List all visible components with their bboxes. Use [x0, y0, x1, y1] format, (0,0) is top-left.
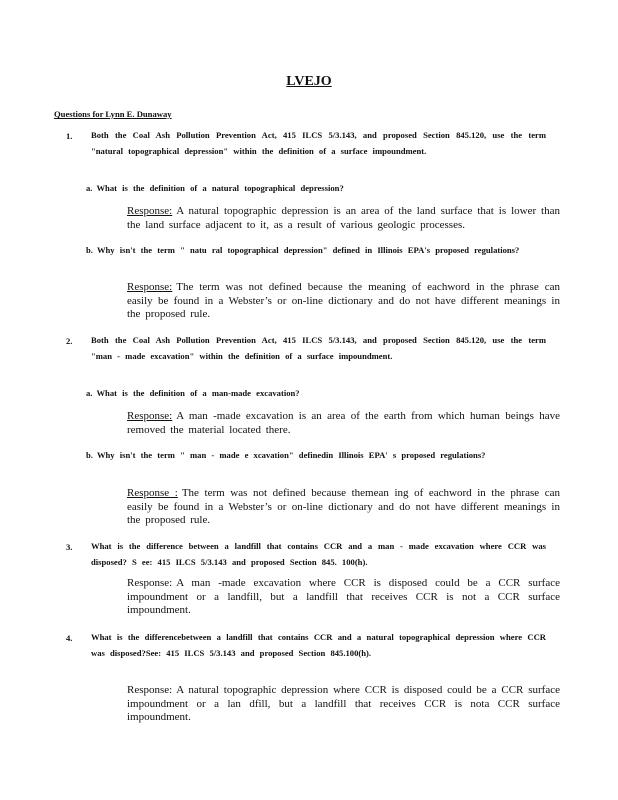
question-1a-text: What is the definition of a natural topographical depression? [96, 183, 344, 193]
response-3-label: Response: [127, 577, 173, 589]
questions-header: Questions for Lynn E. Dunaway [54, 109, 172, 119]
response-1a-text: A natural topographic depression is an area of the land surface that is lower than the land surface adjacent to it, as a result of various geologic processes. [127, 205, 560, 231]
response-2a-text: A man -made excavation is an area of the earth from which human beings have removed the material located there. [127, 410, 560, 436]
question-2a [86, 385, 541, 401]
response-2b-label: Response : [127, 487, 178, 499]
question-1a-label: a. [86, 183, 93, 193]
question-1b [86, 242, 541, 258]
response-2a [127, 410, 560, 437]
question-2a-text: What is the definition of a man-made excavation? [96, 388, 300, 398]
response-1b-label: Response: [127, 281, 173, 293]
question-2-text: Both the Coal Ash Pollution Prevention Act, 415 ILCS 5/3.143, and proposed Section 845.120, use the term "man - made excavation" within the definition of a surface impoundment. [91, 335, 546, 361]
document-title: LVEJO [286, 74, 332, 89]
response-4-label: Response: [127, 684, 173, 696]
response-1b-text: The term was not defined because the meaning of eachword in the phrase can easily be found in a Webster’s or on-line dictionary and do not have different meanings in the proposed rule. [127, 281, 560, 320]
response-4-text: A natural topographic depression where CCR is disposed could be a CCR surface impoundment or a lan dfill, but a landfill that receives CCR is nota CCR surface impoundment. [127, 684, 560, 723]
question-3-number: 3. [66, 542, 73, 552]
question-3-text: What is the difference between a landfill that contains CCR and a man - made excavation where CCR was disposed? S ee: 415 ILCS 5/3.143 and proposed Section 845. 100(h). [91, 541, 546, 567]
question-1b-text: Why isn't the term " natu ral topographical depression" defined in Illinois EPA's proposed regulations? [96, 245, 520, 255]
question-2-number: 2. [66, 336, 73, 346]
question-4-number: 4. [66, 633, 73, 643]
question-4-text: What is the differencebetween a landfill that contains CCR and a natural topographical depression where CCR was disposed?See: 415 ILCS 5/3.143 and proposed Section 845.100(h). [91, 632, 546, 658]
question-1a [86, 180, 541, 196]
response-2b-text: The term was not defined because themean ing of eachword in the phrase can easily be found in a Webster’s or on-line dictionary and do not have different meanings in the proposed rule. [127, 487, 560, 526]
question-2a-label: a. [86, 388, 93, 398]
question-2b-text: Why isn't the term " man - made e xcavation" definedin Illinois EPA' s proposed regulations? [96, 450, 486, 460]
question-1-text: Both the Coal Ash Pollution Prevention Act, 415 ILCS 5/3.143, and proposed Section 845.120, use the term "natural topographical depression" within the definition of a surface impoundment. [91, 130, 546, 156]
question-1-number: 1. [66, 131, 73, 141]
question-2b-label: b. [86, 450, 93, 460]
response-2b [127, 487, 560, 528]
question-1b-label: b. [86, 245, 93, 255]
response-4 [127, 684, 560, 725]
response-3 [127, 577, 560, 618]
response-1a [127, 205, 560, 232]
question-2b [86, 447, 541, 463]
response-2a-label: Response: [127, 410, 173, 422]
response-1a-label: Response: [127, 205, 173, 217]
response-3-text: A man -made excavation where CCR is disposed could be a CCR surface impoundment or a landfill, but a landfill that receives CCR is not a CCR surface impoundment. [127, 577, 560, 616]
response-1b [127, 281, 560, 322]
